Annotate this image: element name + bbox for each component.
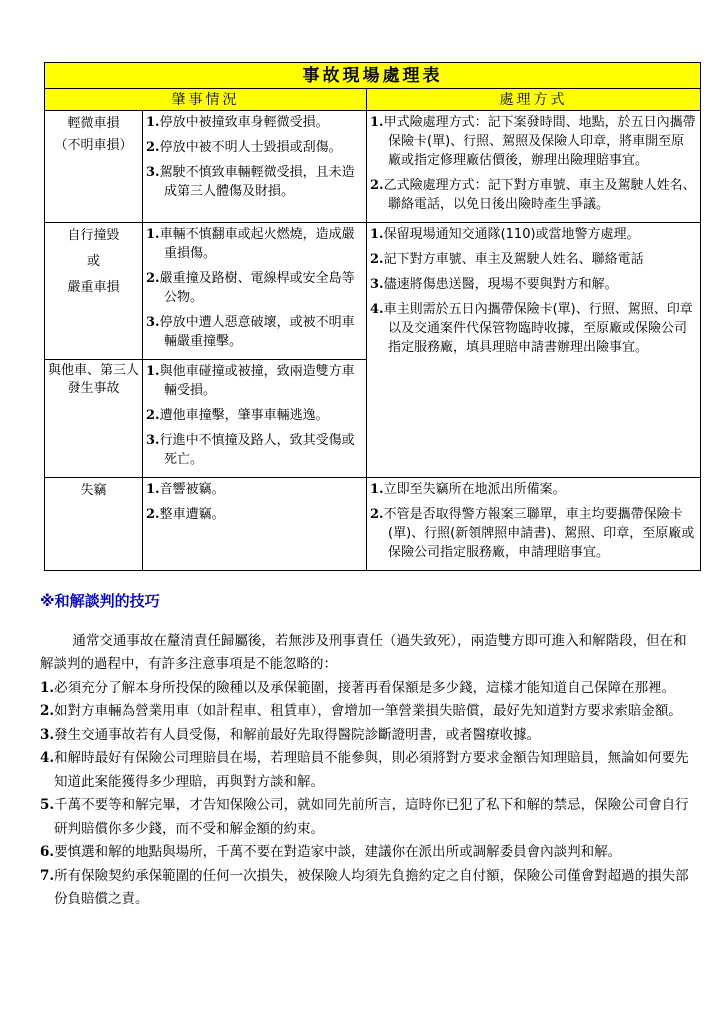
category-cell: 失竊 <box>45 478 143 571</box>
situation-item: 2.嚴重撞及路樹、電線桿或安全島等公物。 <box>146 271 355 305</box>
situation-cell <box>143 111 367 223</box>
situation-item: 1.車輛不慎翻車或起火燃燒，造成嚴重損傷。 <box>146 227 355 261</box>
situation-cell <box>143 360 367 478</box>
handling-item: 1.甲式險處理方式：記下案發時間、地點，於五日內攜帶保險卡(單)、行照、駕照及保險人印章，將車開至原廠或指定修理廠估價後，辦理出險理賠事宜。 <box>370 115 696 168</box>
tip-item: 1.必須充分了解本身所投保的險種以及承保範圍，接著再看保額是多少錢，這樣才能知道自己保障在那裡。 <box>40 679 676 696</box>
situation-item: 2.遭他車撞擊，肇事車輛逃逸。 <box>146 408 329 423</box>
situation-item: 3.停放中遭人惡意破壞，或被不明車輛嚴重撞擊。 <box>146 315 355 349</box>
tips-heading: ※和解談判的技巧 <box>40 592 160 610</box>
situation-item: 1.音響被竊。 <box>146 482 225 497</box>
situation-header: 肇事情況 <box>45 89 367 111</box>
table-row <box>45 478 701 571</box>
handling-item: 2.不管是否取得警方報案三聯單，車主均要攜帶保險卡(單)、行照(新領牌照申請書)、駕照、印章，至原廠或保險公司指定服務廠，申請理賠事宜。 <box>370 507 695 560</box>
handling-item: 2.記下對方車號、車主及駕駛人姓名、聯絡電話 <box>370 252 644 267</box>
category-cell: 與他車、第三人發生事故 <box>45 360 143 478</box>
accident-handling-table <box>44 62 701 571</box>
tip-item: 6.要慎選和解的地點與場所，千萬不要在對造家中談，建議你在派出所或調解委員會內談判和解。 <box>40 844 622 860</box>
negotiation-tips-section <box>40 590 700 912</box>
tip-item: 5.千萬不要等和解完畢，才告知保險公司，就如同先前所言，這時你已犯了私下和解的禁忌，保險公司會自行研判賠償你多少錢，而不受和解金額的約束。 <box>40 797 689 837</box>
situation-item: 2.整車遭竊。 <box>146 507 225 522</box>
situation-item: 3.行進中不慎撞及路人，致其受傷或死亡。 <box>146 433 355 467</box>
tip-item: 3.發生交通事故若有人員受傷，和解前最好先取得醫院診斷證明書，或者醫療收據。 <box>40 726 541 743</box>
handling-item: 2.乙式險處理方式：記下對方車號、車主及駕駛人姓名、聯絡電話，以免日後出險時產生爭議。 <box>370 178 696 212</box>
table-row <box>45 111 701 223</box>
situation-item: 3.駕駛不慎致車輛輕微受損，且未造成第三人體傷及財損。 <box>146 165 355 199</box>
table-title: 事故現場處理表 <box>45 63 701 89</box>
handling-cell <box>367 478 701 571</box>
handling-cell <box>367 223 701 478</box>
handling-cell <box>367 111 701 223</box>
situation-cell <box>143 478 367 571</box>
situation-item: 1.停放中被撞致車身輕微受損。 <box>146 115 329 130</box>
tips-intro: 通常交通事故在釐清責任歸屬後，若無涉及刑事責任（過失致死），兩造雙方即可進入和解階段，但在和解談判的過程中，有許多注意事項是不能忽略的： <box>40 632 687 672</box>
situation-cell <box>143 223 367 360</box>
handling-item: 1.立即至失竊所在地派出所備案。 <box>370 482 566 497</box>
situation-item: 2.停放中被不明人士毀損或刮傷。 <box>146 140 342 155</box>
handling-item: 3.儘速將傷患送醫，現場不要與對方和解。 <box>370 277 618 292</box>
category-cell: 輕微車損 （不明車損） <box>45 111 143 223</box>
handling-item: 4.車主則需於五日內攜帶保險卡(單)、行照、駕照、印章以及交通案件代保管物臨時收據，至原廠或保險公司指定服務廠，填具理賠申請書辦理出險事宜。 <box>370 302 693 355</box>
tip-item: 7.所有保險契約承保範圍的任何一次損失，被保險人均須先負擔約定之自付額，保險公司僅會對超過的損失部份負賠償之責。 <box>40 867 689 907</box>
tip-item: 2.如對方車輛為營業用車（如計程車、租賃車），會增加一筆營業損失賠償，最好先知道對方要求索賠金額。 <box>40 703 682 719</box>
handling-item: 1.保留現場通知交通隊(110)或當地警方處理。 <box>370 227 640 242</box>
situation-item: 1.與他車碰撞或被撞，致兩造雙方車輛受損。 <box>146 364 355 398</box>
table-row <box>45 223 701 360</box>
handling-header: 處理方式 <box>367 89 701 111</box>
tip-item: 4.和解時最好有保險公司理賠員在場，若理賠員不能參與，則必須將對方要求金額告知理賠員，無論如何要先知道此案能獲得多少理賠，再與對方談和解。 <box>40 750 689 790</box>
category-cell: 自行撞毀 或 嚴重車損 <box>45 223 143 360</box>
